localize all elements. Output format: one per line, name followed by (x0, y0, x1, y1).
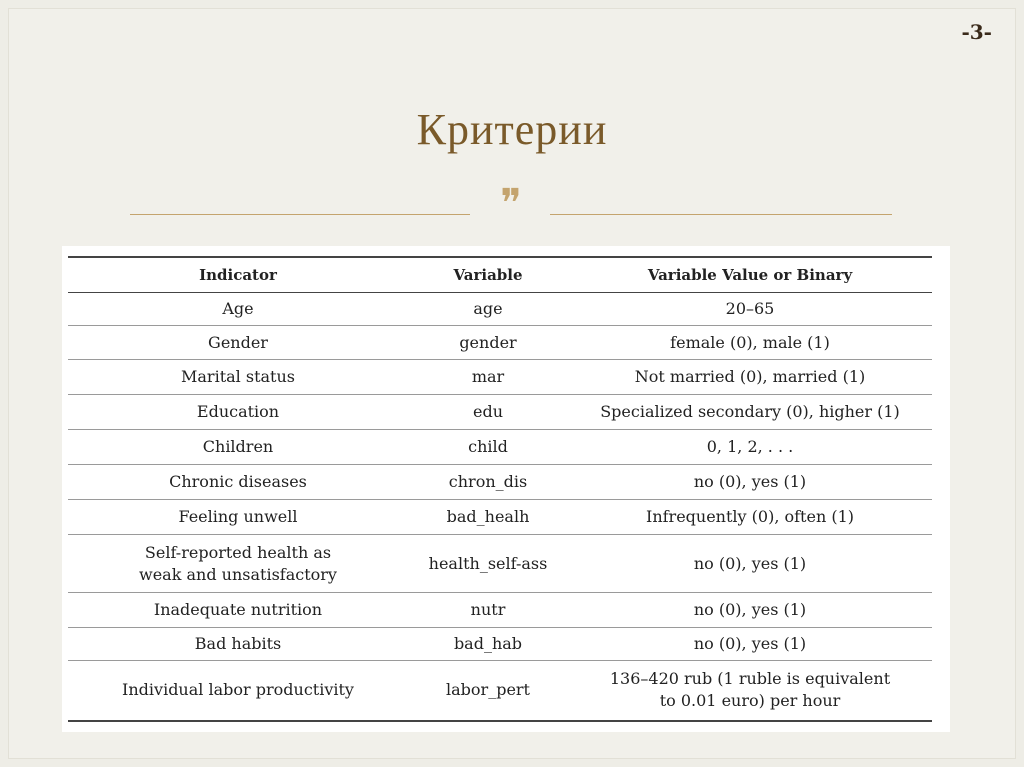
table-row (68, 535, 932, 593)
cell-value: female (0), male (1) (568, 326, 932, 360)
cell-variable: health_self-ass (408, 535, 568, 593)
header-variable-value: Variable Value or Binary (568, 257, 932, 293)
table-row (68, 430, 932, 465)
cell-variable: edu (408, 395, 568, 430)
cell-variable: chron_dis (408, 465, 568, 500)
table-row (68, 360, 932, 395)
cell-variable: age (408, 293, 568, 326)
cell-indicator: Gender (68, 326, 408, 360)
divider-line-right (550, 214, 892, 215)
cell-indicator: Inadequate nutrition (68, 593, 408, 628)
cell-indicator: Self-reported health as weak and unsatisfactory (68, 535, 408, 593)
cell-variable: bad_hab (408, 628, 568, 661)
cell-variable: mar (408, 360, 568, 395)
cell-indicator: Individual labor productivity (68, 661, 408, 721)
slide-title: Критерии (416, 105, 608, 154)
cell-value: 20–65 (568, 293, 932, 326)
cell-value: no (0), yes (1) (568, 535, 932, 593)
cell-value: Not married (0), married (1) (568, 360, 932, 395)
cell-value: Specialized secondary (0), higher (1) (568, 395, 932, 430)
title-divider (130, 181, 892, 228)
cell-indicator: Marital status (68, 360, 408, 395)
table-row (68, 326, 932, 360)
divider-line-left (130, 214, 470, 215)
cell-indicator: Education (68, 395, 408, 430)
table-row (68, 628, 932, 661)
cell-variable: bad_healh (408, 500, 568, 535)
cell-value: 0, 1, 2, . . . (568, 430, 932, 465)
cell-value: no (0), yes (1) (568, 465, 932, 500)
table-row (68, 395, 932, 430)
table-row (68, 293, 932, 326)
cell-value: 136–420 rub (1 ruble is equivalent to 0.01 euro) per hour (568, 661, 932, 721)
cell-indicator: Bad habits (68, 628, 408, 661)
cell-indicator: Children (68, 430, 408, 465)
cell-value: Infrequently (0), often (1) (568, 500, 932, 535)
cell-variable: gender (408, 326, 568, 360)
table-row (68, 593, 932, 628)
table-image-panel (62, 246, 950, 732)
table-row (68, 465, 932, 500)
table-row (68, 661, 932, 721)
cell-indicator: Chronic diseases (68, 465, 408, 500)
cell-variable: labor_pert (408, 661, 568, 721)
slide-number: -3- (961, 20, 992, 44)
cell-value: no (0), yes (1) (568, 628, 932, 661)
table-row (68, 500, 932, 535)
ornament-icon: ❞ (500, 181, 522, 227)
header-variable: Variable (408, 257, 568, 293)
cell-variable: child (408, 430, 568, 465)
header-indicator: Indicator (68, 257, 408, 293)
criteria-table (68, 256, 932, 722)
cell-indicator: Age (68, 293, 408, 326)
table-header-row (68, 257, 932, 293)
cell-value: no (0), yes (1) (568, 593, 932, 628)
cell-indicator: Feeling unwell (68, 500, 408, 535)
cell-variable: nutr (408, 593, 568, 628)
